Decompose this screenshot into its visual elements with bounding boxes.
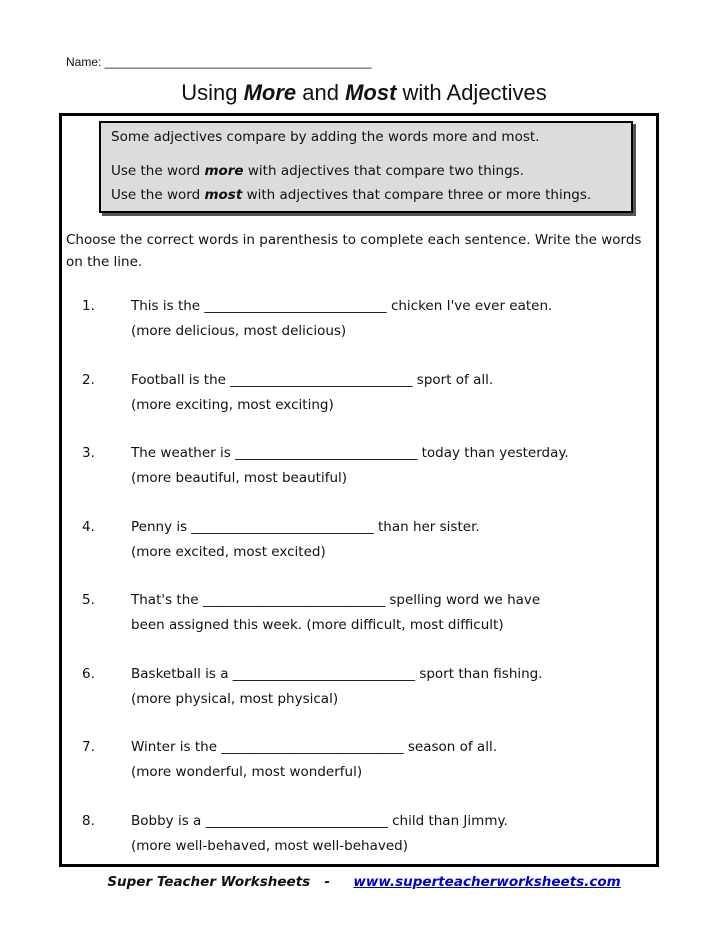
question-sentence: This is the ___________________________ chicken I've ever eaten. (131, 298, 553, 314)
title-part-3: with Adjectives (396, 80, 547, 105)
question-number: 6. (82, 666, 95, 682)
page-title (0, 80, 728, 106)
question-sentence: Penny is ___________________________ than her sister. (131, 519, 480, 535)
rules-box (99, 121, 633, 213)
rule-line-3-pre: Use the word (111, 187, 205, 203)
directions: Choose the correct words in parenthesis to complete each sentence. Write the words on the line. (66, 232, 642, 270)
rule-line-2 (111, 163, 524, 179)
footer-separator: - (324, 874, 330, 890)
footer-url-link[interactable]: www.superteacherworksheets.com (353, 874, 621, 890)
question-number: 4. (82, 519, 95, 535)
rule-line-2-pre: Use the word (111, 163, 205, 179)
rule-line-3 (111, 187, 591, 203)
title-word-more: More (243, 80, 297, 105)
rule-line-3-post: with adjectives that compare three or more things. (242, 187, 592, 203)
question-number: 7. (82, 739, 95, 755)
rule-word-most: most (204, 187, 243, 203)
question-choices: (more delicious, most delicious) (131, 323, 347, 339)
rule-line-2-post: with adjectives that compare two things. (243, 163, 524, 179)
question-choices: been assigned this week. (more difficult, most difficult) (131, 617, 504, 633)
question-sentence: Winter is the ___________________________ season of all. (131, 739, 497, 755)
question-number: 1. (82, 298, 95, 314)
title-word-most: Most (345, 80, 397, 105)
question-choices: (more beautiful, most beautiful) (131, 470, 348, 486)
question-number: 3. (82, 445, 95, 461)
question-choices: (more exciting, most exciting) (131, 397, 334, 413)
question-number: 5. (82, 592, 95, 608)
question-choices: (more physical, most physical) (131, 691, 339, 707)
name-field-label: Name: ________________________________________ (66, 55, 372, 69)
question-choices: (more well-behaved, most well-behaved) (131, 838, 408, 854)
title-part-2: and (296, 80, 346, 105)
rule-line-1: Some adjectives compare by adding the words more and most. (111, 129, 540, 145)
question-sentence: Basketball is a ___________________________ sport than fishing. (131, 666, 543, 682)
question-number: 2. (82, 372, 95, 388)
question-choices: (more excited, most excited) (131, 544, 326, 560)
title-part-1: Using (181, 80, 244, 105)
question-sentence: The weather is ___________________________ today than yesterday. (131, 445, 569, 461)
question-number: 8. (82, 813, 95, 829)
rule-word-more: more (204, 163, 244, 179)
footer-brand: Super Teacher Worksheets (107, 874, 311, 890)
question-sentence: Bobby is a ___________________________ child than Jimmy. (131, 813, 508, 829)
question-choices: (more wonderful, most wonderful) (131, 764, 363, 780)
question-sentence: Football is the ___________________________ sport of all. (131, 372, 494, 388)
question-sentence: That's the ___________________________ spelling word we have (131, 592, 541, 608)
footer (0, 874, 728, 890)
